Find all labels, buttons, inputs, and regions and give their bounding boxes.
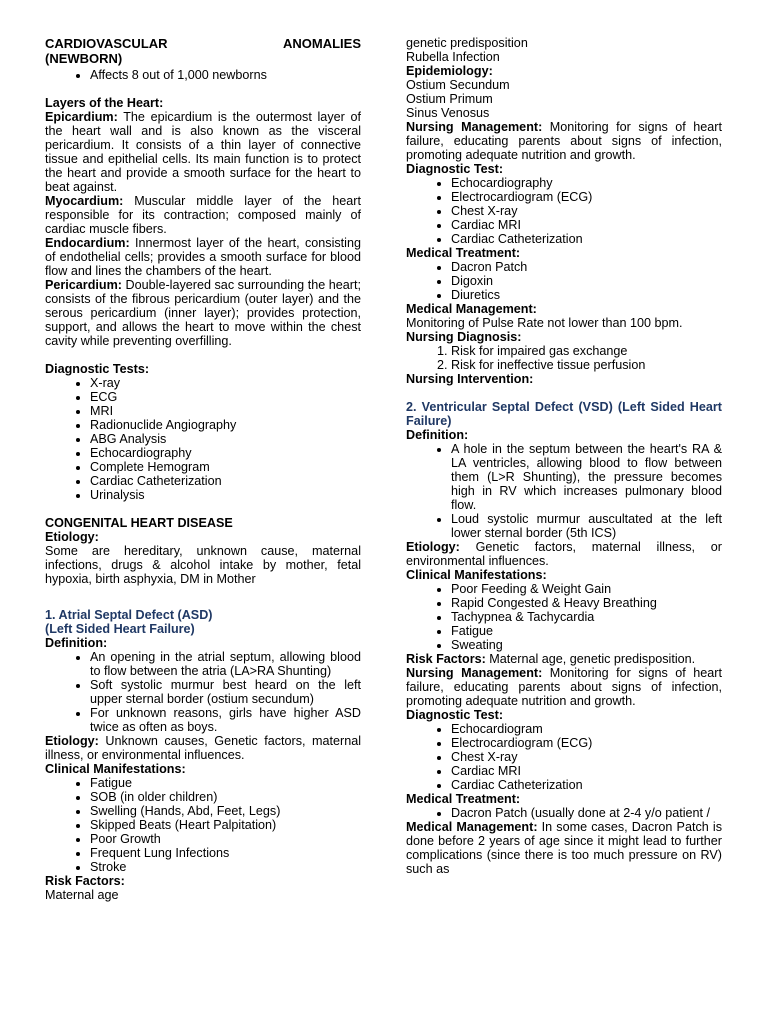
endocardium-text: Innermost layer of the heart, consisting of endothelial cells; provides a smooth surface for blood flow and lines the chambers of the heart.	[45, 236, 361, 278]
list-item: • Electrocardiogram (ECG)	[451, 190, 722, 204]
diagnostic-test-list	[406, 176, 722, 246]
vsd-nursing-management-label: Nursing Management:	[406, 666, 543, 680]
list-item: • X-ray	[90, 376, 361, 390]
vsd-medical-treatment-list	[406, 806, 722, 820]
vsd-clinical-list	[406, 582, 722, 652]
chd-heading: CONGENITAL HEART DISEASE	[45, 516, 233, 530]
list-item: • Loud systolic murmur auscultated at the left lower sternal border (5th ICS)	[451, 512, 722, 540]
vsd-medical-treatment-label: Medical Treatment:	[406, 792, 521, 806]
vsd-medical-management-text: In some cases, Dacron Patch is done before 2 years of age since it might lead to further complications (since there is too much pressure on RV) such as	[406, 820, 722, 876]
medical-management-text: Monitoring of Pulse Rate not lower than 100 bpm.	[406, 316, 683, 330]
vsd-definition-list	[406, 442, 722, 540]
epidemiology-item: Ostium Secundum	[406, 78, 510, 92]
list-item: • Echocardiography	[451, 176, 722, 190]
list-item: • Cardiac Catheterization	[451, 778, 722, 792]
nursing-diagnosis-list	[406, 344, 722, 372]
vsd-medical-management-paragraph	[406, 820, 722, 876]
vsd-clinical-label: Clinical Manifestations:	[406, 568, 547, 582]
vsd-medical-management-label: Medical Management:	[406, 820, 538, 834]
vsd-diagnostic-test-list	[406, 722, 722, 792]
list-item: • Dacron Patch (usually done at 2-4 y/o patient /	[451, 806, 722, 820]
vsd-risk-text: Maternal age, genetic predisposition.	[485, 652, 696, 666]
list-item: • Cardiac Catheterization	[90, 474, 361, 488]
asd-title: 1. Atrial Septal Defect (ASD)	[45, 608, 213, 622]
diagnostic-tests-list	[45, 376, 361, 502]
list-item: 1. Risk for impaired gas exchange	[451, 344, 722, 358]
list-item: • Cardiac MRI	[451, 764, 722, 778]
diagnostic-test-label: Diagnostic Test:	[406, 162, 504, 176]
list-item: • Fatigue	[451, 624, 722, 638]
vsd-nursing-management-text: Monitoring for signs of heart failure, educating parents about signs of infection, promoting adequate nutrition and growth.	[406, 666, 722, 708]
list-item: • SOB (in older children)	[90, 790, 361, 804]
list-item: • Digoxin	[451, 274, 722, 288]
list-item: • Sweating	[451, 638, 722, 652]
vsd-etiology-text: Genetic factors, maternal illness, or environmental influences.	[406, 540, 722, 568]
list-item: • Cardiac Catheterization	[451, 232, 722, 246]
epidemiology-label: Epidemiology:	[406, 64, 493, 78]
list-item: • Echocardiography	[90, 446, 361, 460]
nursing-management-paragraph	[406, 120, 722, 162]
risk-continued-1: genetic predisposition	[406, 36, 528, 50]
medical-management-label: Medical Management:	[406, 302, 537, 316]
asd-risk-label: Risk Factors:	[45, 874, 125, 888]
list-item: • Chest X-ray	[451, 204, 722, 218]
nursing-diagnosis-label: Nursing Diagnosis:	[406, 330, 522, 344]
asd-definition-label: Definition:	[45, 636, 108, 650]
epicardium-text: The epicardium is the outermost layer of the heart wall and is also known as the visceral pericardium. It consists of a thin layer of connective tissue and epithelial cells. Its main function is to protect the heart and provide a smooth surface for the heart to beat against.	[45, 110, 361, 194]
asd-etiology-text: Unknown causes, Genetic factors, maternal illness, or environmental influences.	[45, 734, 361, 762]
vsd-nursing-management-paragraph	[406, 666, 722, 708]
risk-continued-2: Rubella Infection	[406, 50, 500, 64]
list-item: • Stroke	[90, 860, 361, 874]
list-item: • A hole in the septum between the heart's RA & LA ventricles, allowing blood to flow between them (L>R Shunting), the pressure becomes high in RV which increases pulmonary blood flow.	[451, 442, 722, 512]
myocardium-paragraph	[45, 194, 361, 236]
list-item: 2. Risk for ineffective tissue perfusion	[451, 358, 722, 372]
medical-treatment-list	[406, 260, 722, 302]
document-title: CARDIOVASCULAR ANOMALIES	[45, 36, 361, 51]
vsd-etiology-paragraph	[406, 540, 722, 568]
list-item: • Rapid Congested & Heavy Breathing	[451, 596, 722, 610]
nursing-management-text: Monitoring for signs of heart failure, educating parents about signs of infection, promoting adequate nutrition and growth.	[406, 120, 722, 162]
list-item: • ECG	[90, 390, 361, 404]
list-item: • Echocardiogram	[451, 722, 722, 736]
list-item: • Swelling (Hands, Abd, Feet, Legs)	[90, 804, 361, 818]
etiology-label: Etiology:	[45, 530, 99, 544]
nursing-intervention-label: Nursing Intervention:	[406, 372, 534, 386]
vsd-etiology-label: Etiology:	[406, 540, 460, 554]
vsd-risk-paragraph	[406, 652, 722, 666]
diagnostic-tests-heading: Diagnostic Tests:	[45, 362, 150, 376]
list-item: • Poor Growth	[90, 832, 361, 846]
asd-etiology-paragraph	[45, 734, 361, 762]
list-item: • Soft systolic murmur best heard on the left upper sternal border (ostium secundum)	[90, 678, 361, 706]
nursing-management-label: Nursing Management:	[406, 120, 543, 134]
list-item: • Tachypnea & Tachycardia	[451, 610, 722, 624]
myocardium-label: Myocardium:	[45, 194, 124, 208]
list-item: • Radionuclide Angiography	[90, 418, 361, 432]
epicardium-label: Epicardium:	[45, 110, 118, 124]
endocardium-paragraph	[45, 236, 361, 278]
list-item: • Dacron Patch	[451, 260, 722, 274]
list-item: • Urinalysis	[90, 488, 361, 502]
document-subtitle: (NEWBORN)	[45, 51, 123, 66]
asd-definition-list	[45, 650, 361, 734]
epicardium-paragraph	[45, 110, 361, 194]
pericardium-text: Double-layered sac surrounding the heart; consists of the fibrous pericardium (outer layer) and the serous pericardium (inner layer); provides protection, support, and allows the heart to move within the chest cavity while preventing overfilling.	[45, 278, 361, 348]
list-item: • Electrocardiogram (ECG)	[451, 736, 722, 750]
asd-risk-text: Maternal age	[45, 888, 119, 902]
vsd-diagnostic-test-label: Diagnostic Test:	[406, 708, 504, 722]
list-item: • Diuretics	[451, 288, 722, 302]
asd-clinical-list	[45, 776, 361, 874]
right-column	[406, 36, 722, 876]
pericardium-paragraph	[45, 278, 361, 348]
asd-etiology-label: Etiology:	[45, 734, 99, 748]
asd-subtitle: (Left Sided Heart Failure)	[45, 622, 195, 636]
list-item: • Affects 8 out of 1,000 newborns	[90, 68, 361, 82]
list-item: • For unknown reasons, girls have higher ASD twice as often as boys.	[90, 706, 361, 734]
list-item: • An opening in the atrial septum, allowing blood to flow between the atria (LA>RA Shunting)	[90, 650, 361, 678]
list-item: • ABG Analysis	[90, 432, 361, 446]
layers-heading: Layers of the Heart:	[45, 96, 164, 110]
medical-treatment-label: Medical Treatment:	[406, 246, 521, 260]
epidemiology-item: Ostium Primum	[406, 92, 493, 106]
list-item: • Poor Feeding & Weight Gain	[451, 582, 722, 596]
left-column	[45, 36, 361, 902]
intro-list	[45, 68, 361, 82]
pericardium-label: Pericardium:	[45, 278, 122, 292]
list-item: • Complete Hemogram	[90, 460, 361, 474]
vsd-title: 2. Ventricular Septal Defect (VSD) (Left Sided Heart Failure)	[406, 400, 722, 428]
etiology-text: Some are hereditary, unknown cause, maternal infections, drugs & alcohol intake by mother, fetal hypoxia, birth asphyxia, DM in Mother	[45, 544, 361, 586]
asd-clinical-label: Clinical Manifestations:	[45, 762, 186, 776]
list-item: • MRI	[90, 404, 361, 418]
myocardium-text: Muscular middle layer of the heart responsible for its contraction; composed mainly of cardiac muscle fibers.	[45, 194, 361, 236]
vsd-risk-label: Risk Factors:	[406, 652, 486, 666]
vsd-definition-label: Definition:	[406, 428, 469, 442]
list-item: • Chest X-ray	[451, 750, 722, 764]
list-item: • Frequent Lung Infections	[90, 846, 361, 860]
list-item: • Cardiac MRI	[451, 218, 722, 232]
list-item: • Skipped Beats (Heart Palpitation)	[90, 818, 361, 832]
list-item: • Fatigue	[90, 776, 361, 790]
endocardium-label: Endocardium:	[45, 236, 130, 250]
epidemiology-item: Sinus Venosus	[406, 106, 490, 120]
